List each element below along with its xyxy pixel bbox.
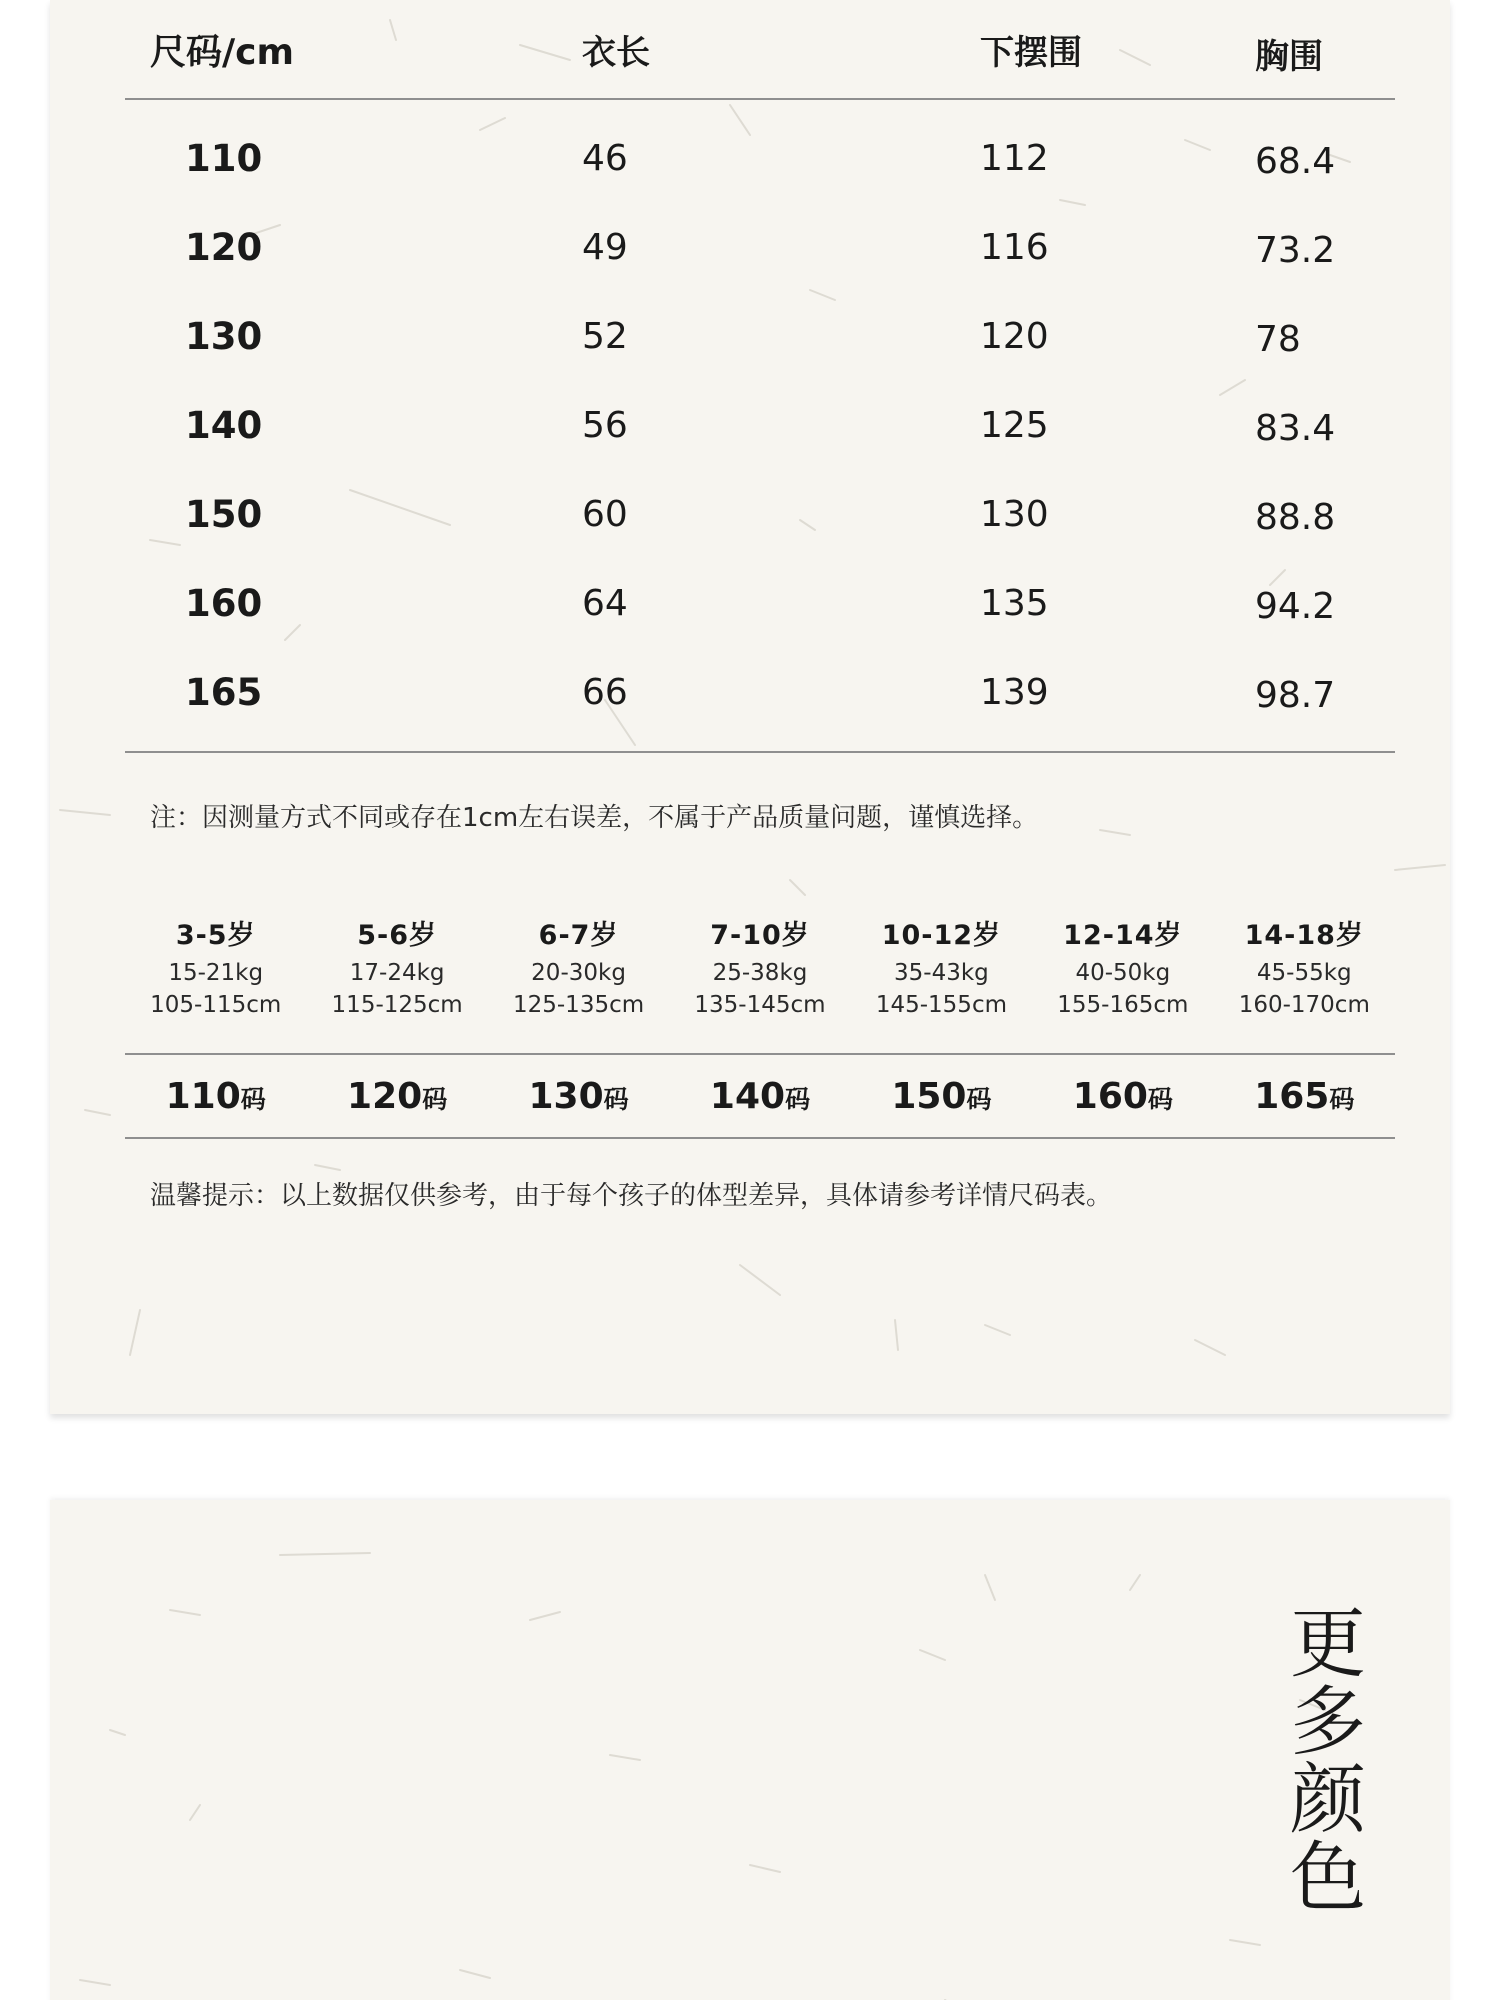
size-number: 165 xyxy=(1254,1075,1330,1117)
age-label: 5-6岁 xyxy=(357,920,438,951)
weight-range: 45-55kg xyxy=(1256,960,1352,986)
recommended-size xyxy=(125,1076,306,1117)
hem-cell: 125 xyxy=(980,405,1049,446)
table-row xyxy=(125,292,1395,381)
recommended-size xyxy=(669,1076,850,1117)
size-table-header xyxy=(125,0,1395,100)
size-unit: 码 xyxy=(785,1084,811,1114)
size-cell: 130 xyxy=(185,315,263,358)
length-cell: 46 xyxy=(582,138,628,179)
size-unit: 码 xyxy=(1329,1084,1355,1114)
age-table-sizes xyxy=(125,1055,1395,1139)
more-colors-title: 更多颜色 xyxy=(1290,1599,1366,1922)
height-range: 105-115cm xyxy=(150,992,282,1018)
size-unit: 码 xyxy=(240,1084,266,1114)
hem-cell: 116 xyxy=(980,227,1049,268)
size-unit: 码 xyxy=(1147,1084,1173,1114)
size-table-body xyxy=(125,100,1395,753)
header-length: 衣长 xyxy=(582,32,650,73)
chest-cell: 73.2 xyxy=(1255,230,1336,271)
length-cell: 52 xyxy=(582,316,628,357)
size-number: 150 xyxy=(891,1075,967,1117)
age-column xyxy=(488,915,669,1053)
weight-range: 20-30kg xyxy=(531,960,626,986)
age-label: 6-7岁 xyxy=(538,920,619,951)
size-number: 110 xyxy=(165,1075,241,1117)
age-label: 7-10岁 xyxy=(710,920,810,951)
size-table xyxy=(125,0,1395,753)
size-unit: 码 xyxy=(422,1084,448,1114)
age-column xyxy=(669,915,850,1053)
weight-range: 15-21kg xyxy=(168,960,264,986)
weight-range: 40-50kg xyxy=(1075,960,1171,986)
size-cell: 140 xyxy=(185,404,263,447)
recommended-size xyxy=(851,1076,1032,1117)
size-number: 160 xyxy=(1072,1075,1148,1117)
table-row xyxy=(125,648,1395,737)
age-column xyxy=(125,915,306,1053)
chest-cell: 94.2 xyxy=(1255,586,1336,627)
size-number: 130 xyxy=(528,1075,604,1117)
measurement-note: 注：因测量方式不同或存在1cm左右误差，不属于产品质量问题，谨慎选择。 xyxy=(150,803,1039,833)
header-size: 尺码/cm xyxy=(150,31,295,73)
hem-cell: 135 xyxy=(980,583,1049,624)
weight-range: 17-24kg xyxy=(349,960,445,986)
table-row xyxy=(125,559,1395,648)
height-range: 115-125cm xyxy=(331,992,463,1018)
size-cell: 160 xyxy=(185,582,263,625)
size-unit: 码 xyxy=(603,1084,629,1114)
length-cell: 49 xyxy=(582,227,628,268)
chest-cell: 78 xyxy=(1255,319,1301,360)
age-label: 10-12岁 xyxy=(881,920,1002,951)
height-range: 155-165cm xyxy=(1057,992,1189,1018)
height-range: 135-145cm xyxy=(694,992,826,1018)
age-column xyxy=(1214,915,1395,1053)
size-chart-card xyxy=(50,0,1450,1414)
age-column xyxy=(1032,915,1213,1053)
size-cell: 165 xyxy=(185,671,263,714)
paper-texture xyxy=(50,1500,1450,2000)
size-cell: 120 xyxy=(185,226,263,269)
age-column xyxy=(851,915,1032,1053)
recommended-size xyxy=(1214,1076,1395,1117)
age-size-table xyxy=(125,915,1395,1139)
hem-cell: 139 xyxy=(980,672,1049,713)
table-row xyxy=(125,381,1395,470)
length-cell: 64 xyxy=(582,583,628,624)
height-range: 145-155cm xyxy=(875,992,1007,1018)
hem-cell: 130 xyxy=(980,494,1049,535)
length-cell: 66 xyxy=(582,672,628,713)
table-row xyxy=(125,470,1395,559)
reference-tip: 温馨提示：以上数据仅供参考，由于每个孩子的体型差异，具体请参考详情尺码表。 xyxy=(150,1181,1113,1211)
size-cell: 110 xyxy=(185,137,263,180)
recommended-size xyxy=(488,1076,669,1117)
chest-cell: 83.4 xyxy=(1255,408,1336,449)
hem-cell: 120 xyxy=(980,316,1049,357)
age-label: 12-14岁 xyxy=(1063,920,1183,951)
size-cell: 150 xyxy=(185,493,263,536)
size-unit: 码 xyxy=(966,1084,992,1114)
age-label: 3-5岁 xyxy=(175,920,256,951)
height-range: 160-170cm xyxy=(1238,992,1370,1018)
height-range: 125-135cm xyxy=(512,992,645,1018)
recommended-size xyxy=(1032,1076,1213,1117)
header-hem: 下摆围 xyxy=(980,32,1082,73)
chest-cell: 98.7 xyxy=(1255,675,1336,716)
age-column xyxy=(306,915,487,1053)
age-table-header xyxy=(125,915,1395,1055)
length-cell: 60 xyxy=(582,494,628,535)
chest-cell: 68.4 xyxy=(1255,141,1336,182)
weight-range: 25-38kg xyxy=(712,960,808,986)
header-chest: 胸围 xyxy=(1255,36,1323,77)
table-row xyxy=(125,203,1395,292)
size-number: 140 xyxy=(709,1075,786,1117)
weight-range: 35-43kg xyxy=(894,960,989,986)
more-colors-card xyxy=(50,1500,1450,2000)
size-number: 120 xyxy=(347,1075,423,1117)
recommended-size xyxy=(306,1076,487,1117)
length-cell: 56 xyxy=(582,405,628,446)
hem-cell: 112 xyxy=(980,138,1049,179)
age-label: 14-18岁 xyxy=(1244,920,1364,951)
chest-cell: 88.8 xyxy=(1255,497,1336,538)
table-row xyxy=(125,114,1395,203)
